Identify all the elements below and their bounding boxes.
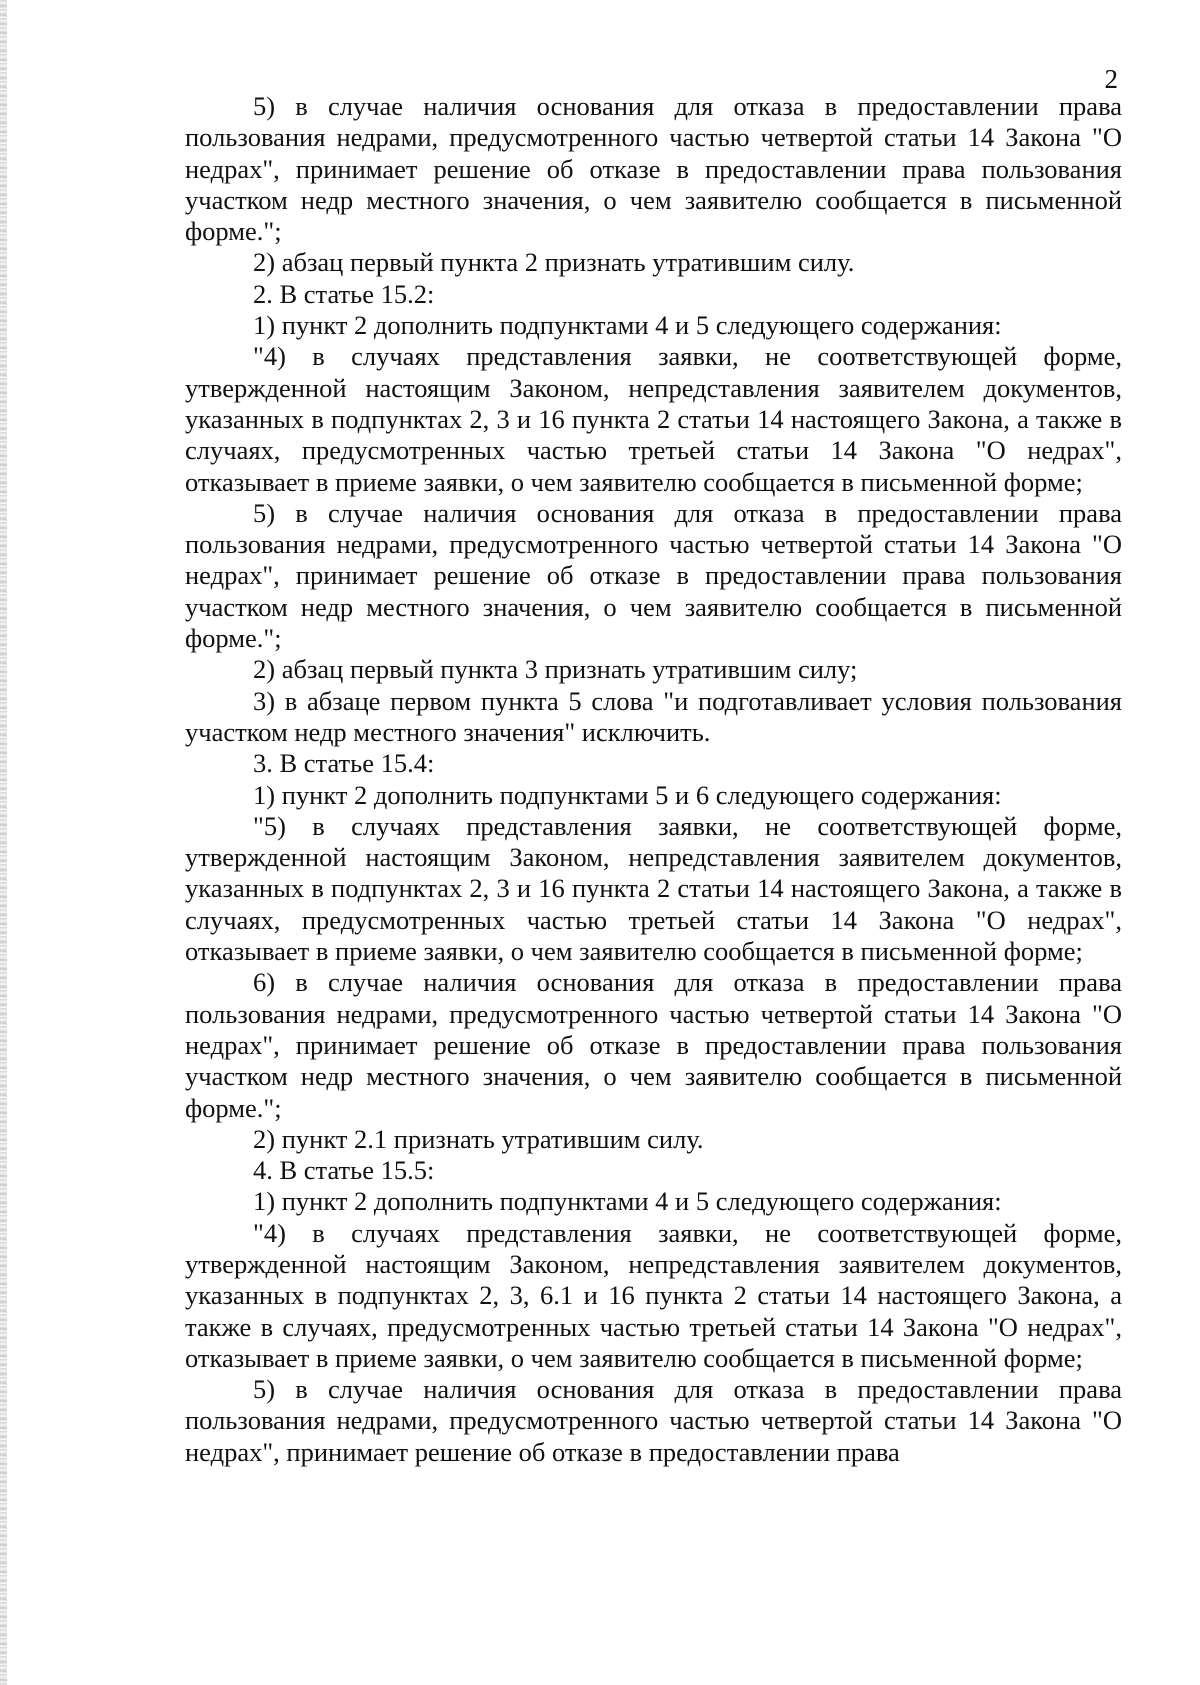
paragraph: 1) пункт 2 дополнить подпунктами 5 и 6 следующего содержания: <box>253 779 1002 810</box>
paragraph: 5) в случае наличия основания для отказа в предоставлении права пользования недрами, предусмотренного частью четвертой статьи 14 Закона "О недрах", принимает решение об отказе в предоставлении права пользования участком недр местного значения, о чем заявителю сообщается в письменной форме."; <box>185 91 1122 247</box>
paragraph: 1) пункт 2 дополнить подпунктами 4 и 5 следующего содержания: <box>253 1186 1002 1217</box>
paragraph: "4) в случаях представления заявки, не соответствующей форме, утвержденной настоящим Законом, непредставления заявителем документов, указанных в подпунктах 2, 3, 6.1 и 16 пункта 2 статьи 14 настоящего Закона, а также в случаях, предусмотренных частью третьей статьи 14 Закона "О недрах", отказывает в приеме заявки, о чем заявителю сообщается в письменной форме; <box>185 1217 1122 1373</box>
page-number: 2 <box>1104 64 1118 94</box>
paragraph: 5) в случае наличия основания для отказа в предоставлении права пользования недрами, предусмотренного частью четвертой статьи 14 Закона "О недрах", принимает решение об отказе в предоставлении права <box>185 1374 1122 1467</box>
paragraph: 6) в случае наличия основания для отказа в предоставлении права пользования недрами, предусмотренного частью четвертой статьи 14 Закона "О недрах", принимает решение об отказе в предоставлении права пользования участком недр местного значения, о чем заявителю сообщается в письменной форме."; <box>185 967 1122 1123</box>
paragraph: 2) абзац первый пункта 3 признать утратившим силу; <box>253 654 858 685</box>
document-body <box>185 91 1122 1468</box>
paragraph: 3. В статье 15.4: <box>253 748 435 779</box>
paragraph: 5) в случае наличия основания для отказа в предоставлении права пользования недрами, предусмотренного частью четвертой статьи 14 Закона "О недрах", принимает решение об отказе в предоставлении права пользования участком недр местного значения, о чем заявителю сообщается в письменной форме."; <box>185 497 1122 654</box>
paragraph: 2) абзац первый пункта 2 признать утратившим силу. <box>253 247 855 278</box>
paragraph: 3) в абзаце первом пункта 5 слова "и подготавливает условия пользования участком недр местного значения" исключить. <box>185 685 1122 747</box>
paragraph: "5) в случаях представления заявки, не соответствующей форме, утвержденной настоящим Законом, непредставления заявителем документов, указанных в подпунктах 2, 3 и 16 пункта 2 статьи 14 настоящего Закона, а также в случаях, предусмотренных частью третьей статьи 14 Закона "О недрах", отказывает в приеме заявки, о чем заявителю сообщается в письменной форме; <box>185 810 1122 967</box>
scan-edge <box>0 0 7 1685</box>
paragraph: 2. В статье 15.2: <box>253 278 435 309</box>
paragraph: "4) в случаях представления заявки, не соответствующей форме, утвержденной настоящим Законом, непредставления заявителем документов, указанных в подпунктах 2, 3 и 16 пункта 2 статьи 14 настоящего Закона, а также в случаях, предусмотренных частью третьей статьи 14 Закона "О недрах", отказывает в приеме заявки, о чем заявителю сообщается в письменной форме; <box>185 341 1122 497</box>
paragraph: 1) пункт 2 дополнить подпунктами 4 и 5 следующего содержания: <box>253 310 1002 341</box>
paragraph: 2) пункт 2.1 признать утратившим силу. <box>253 1123 704 1154</box>
paragraph: 4. В статье 15.5: <box>253 1155 435 1186</box>
